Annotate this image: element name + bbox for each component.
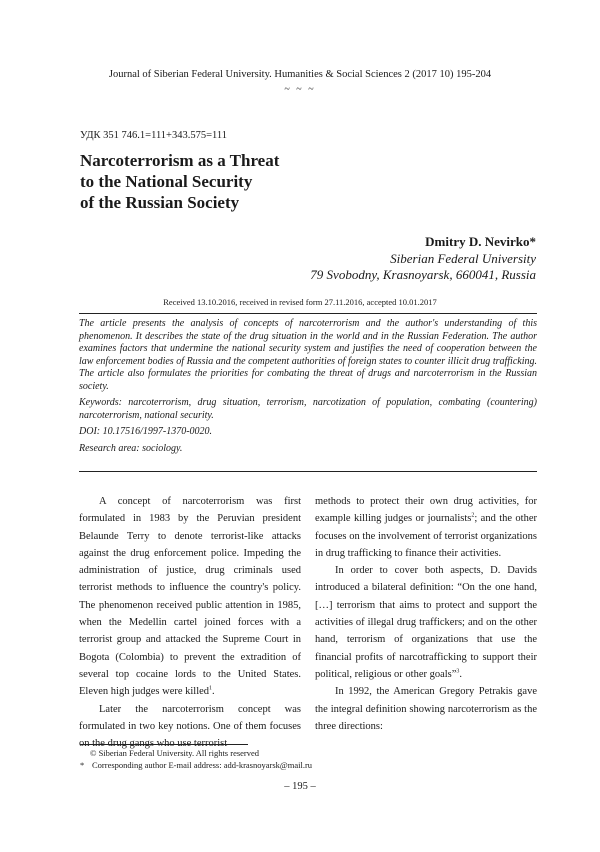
body-paragraph: Later the narcoterrorism concept was formulated in two key notions. One of them focuses on the drug gangs who use terrorist [79, 703, 301, 750]
udk-code: УДК 351 746.1=111+343.575=111 [80, 130, 227, 141]
footnote-star: * [80, 760, 85, 770]
body-paragraph: In 1992, the American Gregory Petrakis gave the integral definition showing narcoterrorism as the three directions: [315, 686, 537, 732]
title-line-3: of the Russian Society [80, 193, 240, 212]
footnote-ref[interactable]: 3 [456, 668, 460, 675]
journal-header: Journal of Siberian Federal University. Humanities & Social Sciences 2 (2017 10) 195-204 [108, 69, 492, 80]
title-line-1: Narcoterrorism as a Threat [80, 151, 280, 170]
body-paragraph: A concept of narcoterrorism was first formulated in 1983 by the Peruvian president Belaunde Terry to denote terrorist-like attacks against the drug enforcement police. Impeding the administration of justice, drug criminals used terrorist methods to influence the country's policy. The phenomenon received public attention in 1985, when the Medellin cartel joined forces with a terrorist group and attacked the Supreme Court in Bogota (Colombia) to prevent the extradition of several top cocaine lords to the United States. Eleven high judges were killed$^1$. [79, 496, 301, 698]
abstract-block [79, 318, 537, 459]
footnote-ref[interactable]: 1 [209, 685, 213, 692]
received-dates: Received 13.10.2016, received in revised form 27.11.2016, accepted 10.01.2017 [163, 297, 437, 307]
right-column [315, 493, 537, 752]
research-area: Research area: sociology. [79, 442, 183, 454]
abstract-bottom-rule [79, 471, 537, 472]
body-columns [79, 493, 537, 752]
copyright-note: © Siberian Federal University. All rights reserved [90, 748, 260, 758]
doi: DOI: 10.17516/1997-1370-0020. [79, 426, 213, 437]
author-address: 79 Svobodny, Krasnoyarsk, 660041, Russia [310, 267, 536, 282]
left-column [79, 493, 301, 752]
paper-title [80, 150, 279, 213]
abstract-top-rule [79, 313, 537, 314]
header-ornament: ~ ~ ~ [284, 84, 316, 95]
body-paragraph: methods to protect their own drug activities, for example killing judges or journalists$^2$; and the other focuses on the involvement of terrorist organizations in drug trafficking to finance their activities. [315, 496, 537, 559]
corresponding-author-note [80, 760, 312, 770]
body-paragraph: In order to cover both aspects, D. Davids introduced a bilateral definition: “On the one hand, […] terrorism that aims to protect and support the activities of illegal drug traffickers; and on the other hand, terrorism of organizations that use the financial profits of narcotrafficking to support their political, religious or other goals”$^3$. [315, 565, 537, 680]
author-name: Dmitry D. Nevirko* [425, 234, 536, 249]
abstract-text: The article presents the analysis of concepts of narcoterrorism and the author's understanding of this phenomenon. It describes the state of the drug situation in the world and in the Russian Federation. The author examines factors that undermine the national security system and justifies the need of cooperation between the law enforcement bodies of Russia and the competent authorities of foreign states to counter illicit drug trafficking. The article also formulates the priorities for combating the threat of drugs and narcoterrorism in the Russian society. [79, 318, 537, 392]
footnote-rule [80, 744, 248, 745]
title-line-2: to the National Security [80, 172, 253, 191]
corresponding-email[interactable]: Corresponding author E-mail address: add-krasnoyarsk@mail.ru [92, 760, 313, 770]
page-number: – 195 – [284, 781, 316, 792]
footnote-ref[interactable]: 2 [471, 512, 475, 519]
keywords: Keywords: narcoterrorism, drug situation, terrorism, narcotization of population, combating (countering) narcoterrorism, national security. [79, 397, 537, 421]
author-affiliation: Siberian Federal University [390, 251, 536, 266]
